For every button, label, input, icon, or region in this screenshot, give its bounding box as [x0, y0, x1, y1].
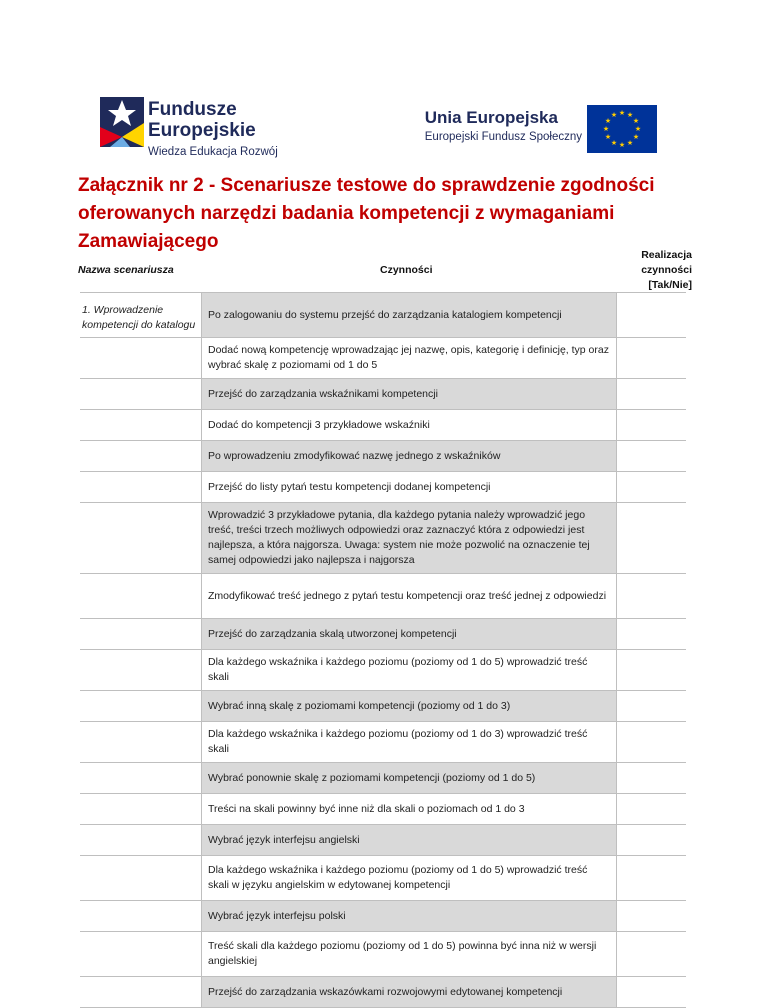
activity-cell [202, 472, 616, 502]
empty-name-cell [80, 410, 202, 440]
realization-cell[interactable] [616, 856, 686, 900]
activity-text: Przejść do zarządzania skalą utworzonej kompetencji [208, 627, 457, 640]
empty-name-cell [80, 650, 202, 690]
table-row [80, 619, 686, 650]
document-header [0, 0, 768, 165]
table-row [80, 977, 686, 1008]
activity-cell [202, 977, 616, 1007]
svg-text:★: ★ [626, 139, 634, 147]
activity-text: Wybrać język interfejsu polski [208, 909, 346, 922]
svg-text:★: ★ [602, 125, 610, 133]
activity-text: Zmodyfikować treść jednego z pytań testu kompetencji oraz treść jednej z odpowiedzi [208, 589, 607, 602]
realization-cell[interactable] [616, 794, 686, 824]
table-row [80, 650, 686, 691]
activity-cell [202, 619, 616, 649]
activity-text: Po zalogowaniu do systemu przejść do zarządzania katalogiem kompetencji [208, 308, 562, 321]
activity-cell [202, 691, 616, 721]
activity-cell [202, 379, 616, 409]
svg-text:★: ★ [632, 133, 640, 141]
fe-logo-text [148, 99, 278, 160]
fe-star-mark-icon [100, 97, 144, 147]
activity-text: Po wprowadzeniu zmodyfikować nazwę jednego z wskaźników [208, 449, 501, 462]
fe-logo-line3: Wiedza Edukacja Rozwój [148, 146, 278, 158]
column-header-realization: Realizacja czynności [Tak/Nie] [641, 249, 692, 291]
fe-logo-line1: Fundusze [148, 99, 237, 120]
svg-text:★: ★ [604, 133, 612, 141]
activity-text: Przejść do listy pytań testu kompetencji dodanej kompetencji [208, 480, 491, 493]
activity-cell [202, 441, 616, 471]
table-row [80, 763, 686, 794]
eu-logo [424, 105, 660, 155]
empty-name-cell [80, 856, 202, 900]
table-row [80, 794, 686, 825]
realization-cell[interactable] [616, 650, 686, 690]
activity-text: Wybrać język interfejsu angielski [208, 833, 360, 846]
realization-cell[interactable] [616, 338, 686, 378]
table-row [80, 338, 686, 379]
activity-cell [202, 650, 616, 690]
svg-text:★: ★ [604, 117, 612, 125]
activity-text: Przejść do zarządzania wskaźnikami kompetencji [208, 387, 438, 400]
empty-name-cell [80, 574, 202, 618]
realization-cell[interactable] [616, 503, 686, 573]
activity-cell [202, 338, 616, 378]
svg-text:★: ★ [618, 141, 626, 149]
table-row [80, 722, 686, 763]
activity-text: Dla każdego wskaźnika i każdego poziomu (poziomy od 1 do 5) wprowadzić treść skali w języku angielskim w edytowanej kompetencji [208, 864, 588, 891]
realization-cell[interactable] [616, 574, 686, 618]
eu-flag-icon [587, 105, 657, 153]
table-row [80, 379, 686, 410]
table-row [80, 293, 686, 338]
activity-text: Treść skali dla każdego poziomu (poziomy od 1 do 5) powinna być inna niż w wersji angielskiej [208, 940, 597, 967]
empty-name-cell [80, 794, 202, 824]
scenario-name: 1. Wprowadzenie kompetencji do katalogu [82, 304, 196, 331]
empty-name-cell [80, 338, 202, 378]
activity-cell [202, 574, 616, 618]
activity-text: Dla każdego wskaźnika i każdego poziomu (poziomy od 1 do 5) wprowadzić treść skali [208, 656, 588, 683]
activity-cell [202, 794, 616, 824]
eu-logo-line2: Europejski Fundusz Społeczny [424, 131, 582, 143]
realization-cell[interactable] [616, 293, 686, 337]
realization-cell[interactable] [616, 410, 686, 440]
realization-cell[interactable] [616, 977, 686, 1007]
empty-name-cell [80, 503, 202, 573]
empty-name-cell [80, 977, 202, 1007]
activity-cell [202, 856, 616, 900]
realization-cell[interactable] [616, 619, 686, 649]
scenario-table [80, 292, 686, 1008]
activity-cell [202, 763, 616, 793]
activity-text: Treści na skali powinny być inne niż dla skali o poziomach od 1 do 3 [208, 802, 525, 815]
svg-text:★: ★ [632, 117, 640, 125]
empty-name-cell [80, 722, 202, 762]
table-row [80, 472, 686, 503]
empty-name-cell [80, 825, 202, 855]
realization-cell[interactable] [616, 901, 686, 931]
document-title: Załącznik nr 2 - Scenariusze testowe do sprawdzenie zgodności oferowanych narzędzi badania kompetencji z wymaganiami Zamawiającego [78, 175, 655, 252]
activity-text: Dodać do kompetencji 3 przykładowe wskaźniki [208, 418, 430, 431]
eu-logo-line1: Unia Europejska [424, 108, 558, 127]
activity-cell [202, 825, 616, 855]
empty-name-cell [80, 691, 202, 721]
table-row [80, 901, 686, 932]
activity-text: Wprowadzić 3 przykładowe pytania, dla każdego pytania należy wprowadzić jego treść, treści trzech możliwych odpowiedzi oraz zaznaczyć która z odpowiedzi jest najlepsza, a która najgorsza. Uwaga: system nie może pozwolić na oznaczenie tej samej odpowiedzi jako najlepsza i najgorsza [208, 509, 590, 566]
realization-cell[interactable] [616, 722, 686, 762]
empty-name-cell [80, 932, 202, 976]
realization-cell[interactable] [616, 472, 686, 502]
column-header-name: Nazwa scenariusza [78, 264, 174, 276]
realization-cell[interactable] [616, 763, 686, 793]
activity-cell [202, 410, 616, 440]
realization-cell[interactable] [616, 932, 686, 976]
empty-name-cell [80, 472, 202, 502]
realization-cell[interactable] [616, 691, 686, 721]
table-row [80, 932, 686, 977]
fe-logo-line2: Europejskie [148, 120, 256, 141]
activity-cell [202, 503, 616, 573]
table-row [80, 503, 686, 574]
scenario-name-cell [80, 293, 202, 337]
table-row [80, 410, 686, 441]
svg-text:★: ★ [610, 139, 618, 147]
activity-cell [202, 932, 616, 976]
realization-cell[interactable] [616, 441, 686, 471]
activity-cell [202, 722, 616, 762]
activity-cell [202, 901, 616, 931]
activity-text: Dodać nową kompetencję wprowadzając jej nazwę, opis, kategorię i definicję, typ oraz wybrać skalę z poziomami od 1 do 5 [208, 344, 609, 371]
table-row [80, 825, 686, 856]
empty-name-cell [80, 619, 202, 649]
activity-cell [202, 293, 616, 337]
table-row [80, 691, 686, 722]
activity-text: Wybrać ponownie skalę z poziomami kompetencji (poziomy od 1 do 5) [208, 771, 536, 784]
table-row [80, 574, 686, 619]
svg-text:★: ★ [626, 111, 634, 119]
svg-text:★: ★ [634, 125, 642, 133]
activity-text: Dla każdego wskaźnika i każdego poziomu (poziomy od 1 do 3) wprowadzić treść skali [208, 728, 588, 755]
activity-text: Wybrać inną skalę z poziomami kompetencji (poziomy od 1 do 3) [208, 699, 511, 712]
realization-cell[interactable] [616, 825, 686, 855]
empty-name-cell [80, 379, 202, 409]
fundusze-europejskie-logo [100, 97, 300, 157]
eu-logo-text [425, 108, 582, 146]
column-header-activities: Czynności [380, 264, 433, 276]
empty-name-cell [80, 763, 202, 793]
svg-text:★: ★ [618, 109, 626, 117]
empty-name-cell [80, 441, 202, 471]
activity-text: Przejść do zarządzania wskazówkami rozwojowymi edytowanej kompetencji [208, 985, 563, 998]
empty-name-cell [80, 901, 202, 931]
realization-cell[interactable] [616, 379, 686, 409]
table-row [80, 856, 686, 901]
svg-text:★: ★ [610, 111, 618, 119]
table-row [80, 441, 686, 472]
